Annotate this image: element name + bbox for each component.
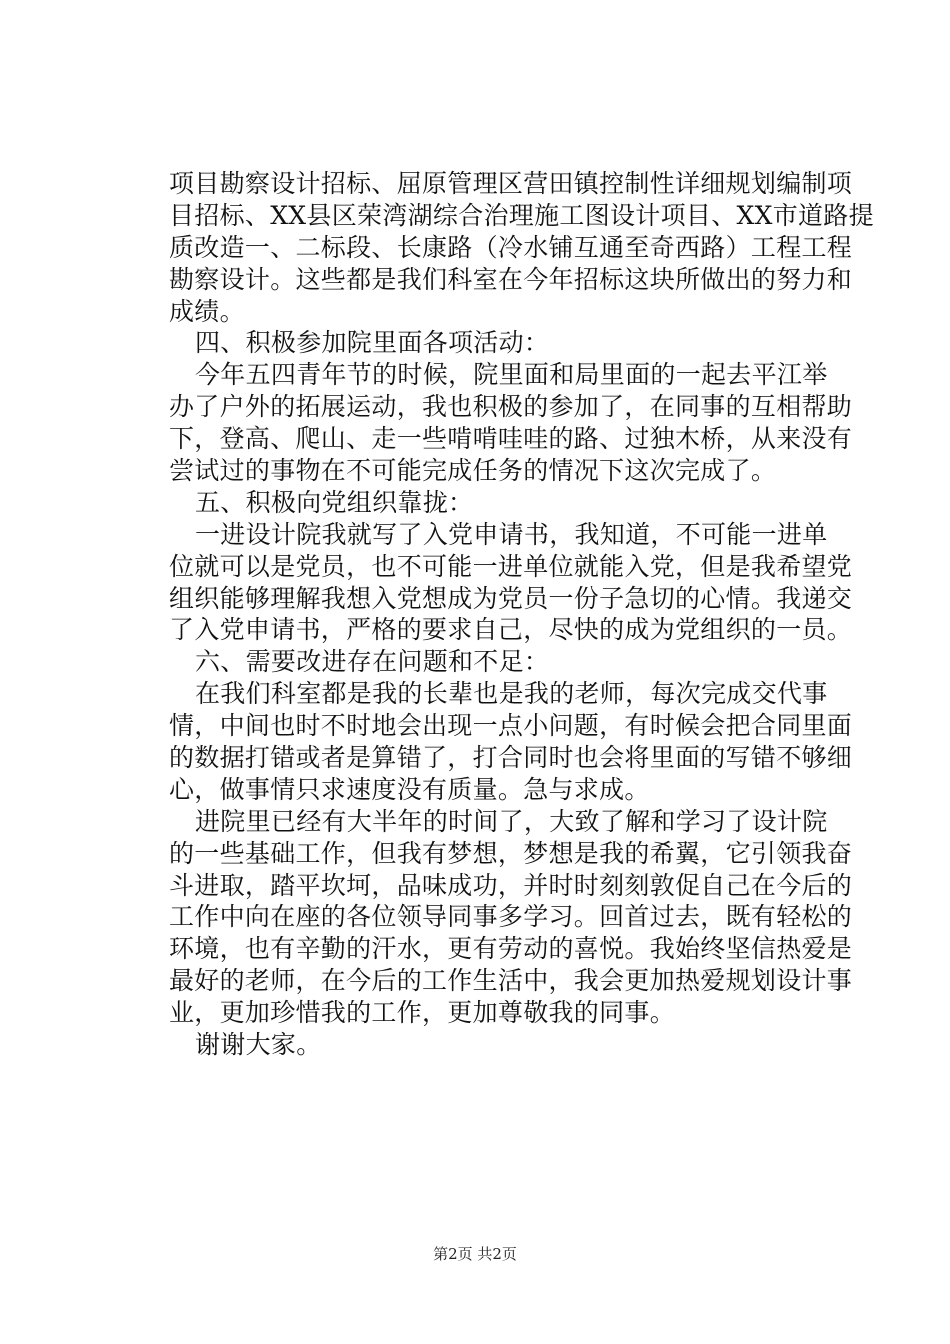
text-line: 项目勘察设计招标、屈原管理区营田镇控制性详细规划编制项 — [169, 169, 853, 198]
text-line: 尝试过的事物在不可能完成任务的情况下这次完成了。 — [169, 456, 777, 486]
text-line: 了入党申请书，严格的要求自己，尽快的成为党组织的一员。 — [169, 615, 853, 645]
page-number-label: 第2页 共2页 — [433, 1245, 517, 1263]
text-line: 今年五四青年节的时候，院里面和局里面的一起去平江举 — [195, 360, 828, 390]
text-line: 在我们科室都是我的长辈也是我的老师，每次完成交代事 — [195, 679, 828, 709]
page-footer — [0, 1243, 950, 1264]
text-line: 斗进取，踏平坎坷，品味成功，并时时刻刻敦促自己在今后的 — [169, 870, 853, 900]
text-line: 业，更加珍惜我的工作，更加尊敬我的同事。 — [169, 998, 676, 1028]
section-heading: 六、需要改进存在问题和不足： — [195, 647, 550, 677]
text-line: 一进设计院我就写了入党申请书，我知道，不可能一进单 — [195, 519, 828, 549]
text-line: 进院里已经有大半年的时间了，大致了解和学习了设计院 — [195, 806, 828, 836]
text-line: 办了户外的拓展运动，我也积极的参加了，在同事的互相帮助 — [169, 392, 853, 422]
document-body — [169, 168, 874, 1061]
section-heading: 四、积极参加院里面各项活动： — [195, 328, 550, 358]
text-line: 的数据打错或者是算错了，打合同时也会将里面的写错不够细 — [169, 743, 853, 773]
text-line: 工作中向在座的各位领导同事多学习。回首过去，既有轻松的 — [169, 902, 853, 932]
text-line: 环境，也有辛勤的汗水，更有劳动的喜悦。我始终坚信热爱是 — [169, 934, 853, 964]
text-line: 情，中间也时不时地会出现一点小问题，有时候会把合同里面 — [169, 711, 853, 741]
text-line: 组织能够理解我想入党想成为党员一份子急切的心情。我递交 — [169, 583, 853, 613]
section-heading: 五、积极向党组织靠拢： — [195, 487, 474, 517]
text-line: 位就可以是党员，也不可能一进单位就能入党，但是我希望党 — [169, 551, 853, 581]
text-line: 心，做事情只求速度没有质量。急与求成。 — [169, 774, 650, 804]
closing-line: 谢谢大家。 — [195, 1030, 322, 1060]
text-line: 勘察设计。这些都是我们科室在今年招标这块所做出的努力和 — [169, 264, 853, 294]
text-line: 最好的老师，在今后的工作生活中，我会更加热爱规划设计事 — [169, 966, 853, 996]
text-line: 的一些基础工作，但我有梦想，梦想是我的希翼，它引领我奋 — [169, 838, 853, 868]
text-line: 下，登高、爬山、走一些啃啃哇哇的路、过独木桥，从来没有 — [169, 424, 853, 454]
text-line: 质改造一、二标段、长康路（冷水铺互通至奇西路）工程工程 — [169, 232, 853, 262]
text-line: 目招标、XX县区荣湾湖综合治理施工图设计项目、XX市道路提 — [169, 200, 874, 230]
text-line: 成绩。 — [169, 296, 245, 326]
